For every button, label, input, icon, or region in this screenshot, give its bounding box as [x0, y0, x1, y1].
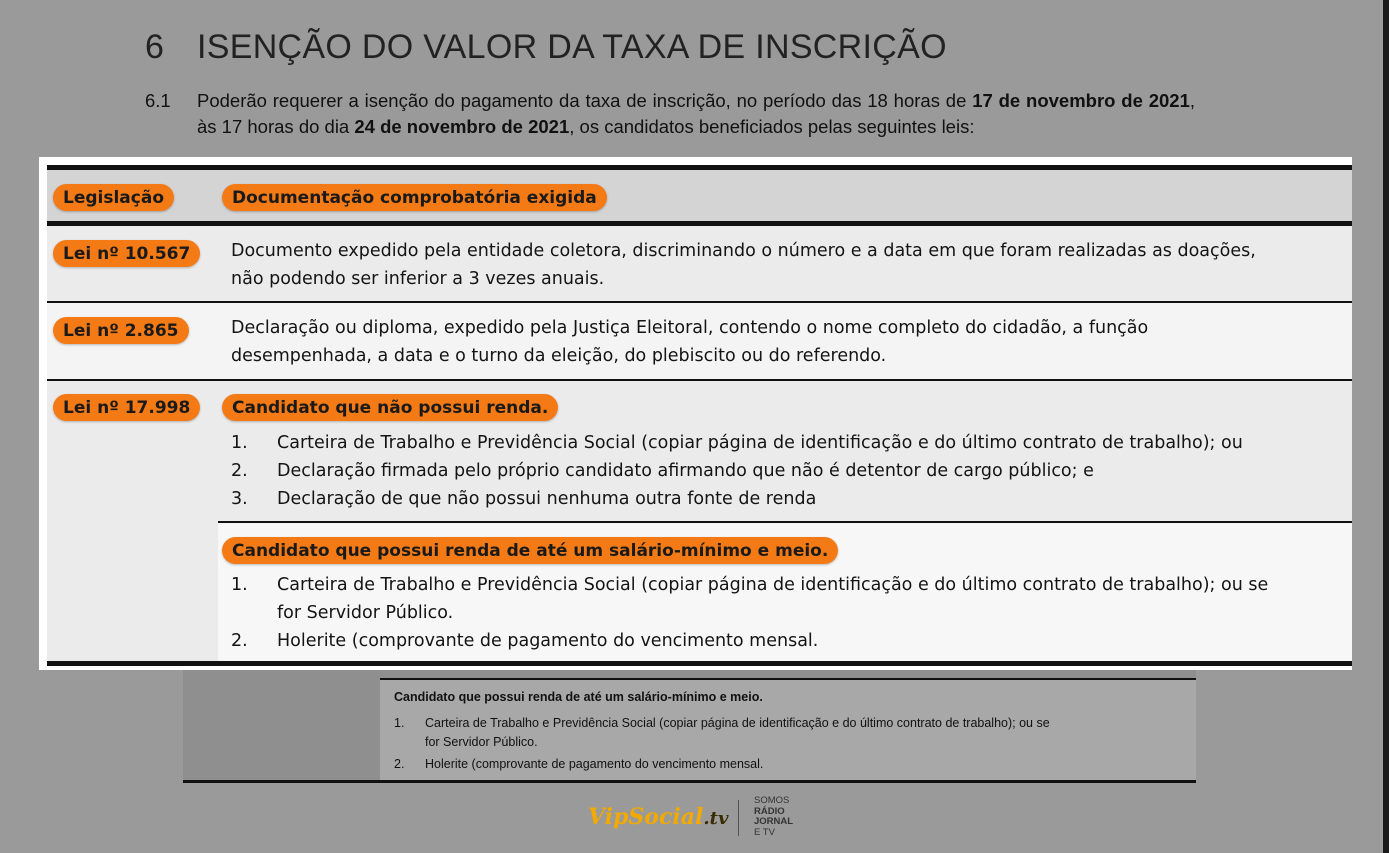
subgroup-divider — [218, 521, 1352, 523]
row-text: Declaração ou diploma, expedido pela Justiça Eleitoral, contendo o nome completo do cidadão, a função — [231, 318, 1149, 338]
item-text: for Servidor Público. — [277, 603, 454, 623]
bottom-rule — [47, 661, 1352, 666]
brand-name: VipSocial — [588, 804, 704, 830]
item-number: 1. — [231, 575, 248, 595]
group-title-low-income: Candidato que possui renda de até um salário-mínimo e meio. — [222, 537, 838, 564]
start-date: 17 de novembro de 2021 — [972, 90, 1190, 111]
vipsocial-logo — [588, 804, 728, 830]
original-item-text: Carteira de Trabalho e Previdência Social (copiar página de identificação e do último contrato de trabalho); ou se — [425, 716, 1050, 730]
legislation-table — [39, 157, 1352, 670]
original-cell — [380, 680, 1196, 780]
item-number: 2. — [231, 631, 248, 651]
item-text: Carteira de Trabalho e Previdência Social (copiar página de identificação e do último contrato de trabalho); ou — [277, 433, 1243, 453]
law-pill: Lei nº 10.567 — [53, 240, 200, 267]
header-documentacao: Documentação comprobatória exigida — [222, 184, 607, 211]
original-table-fragment — [183, 670, 1196, 783]
intro-text-part: , os candidatos beneficiados pelas seguintes leis: — [569, 116, 975, 137]
intro-paragraph — [145, 88, 1195, 140]
partner-line: E TV — [754, 826, 775, 838]
item-text: Carteira de Trabalho e Previdência Social (copiar página de identificação e do último contrato de trabalho); ou se — [277, 575, 1269, 595]
page-edge — [1383, 0, 1389, 853]
section-number: 6 — [145, 28, 165, 66]
item-text: Declaração firmada pelo próprio candidato afirmando que não é detentor de cargo público; e — [277, 461, 1094, 481]
law-pill: Lei nº 2.865 — [53, 317, 189, 344]
partner-logo — [754, 796, 814, 838]
intro-text-part: Poderão requerer a isenção do pagamento da taxa de inscrição, no período das 18 horas de — [197, 90, 973, 111]
section-title: ISENÇÃO DO VALOR DA TAXA DE INSCRIÇÃO — [197, 28, 947, 66]
intro-text — [197, 88, 1195, 140]
header-legislacao: Legislação — [53, 184, 174, 211]
original-group-title: Candidato que possui renda de até um salário-mínimo e meio. — [394, 690, 763, 704]
intro-text-part: , às 17 horas do dia — [197, 90, 1196, 137]
original-item-text: Holerite (comprovante de pagamento do vencimento mensal. — [425, 757, 764, 771]
item-text: Holerite (comprovante de pagamento do vencimento mensal. — [277, 631, 819, 651]
intro-number: 6.1 — [145, 90, 171, 111]
group-title-no-income: Candidato que não possui renda. — [222, 394, 558, 421]
original-item-number: 1. — [394, 716, 405, 730]
item-number: 2. — [231, 461, 248, 481]
partner-line: JORNAL — [754, 816, 794, 827]
cell-rule — [380, 678, 1196, 680]
partner-line: SOMOS — [754, 795, 790, 806]
row-text: não podendo ser inferior a 3 vezes anuais. — [231, 269, 605, 289]
bottom-rule — [183, 780, 1196, 783]
item-number: 3. — [231, 489, 248, 509]
item-number: 1. — [231, 433, 248, 453]
law-pill: Lei nº 17.998 — [53, 394, 200, 421]
section-heading — [145, 28, 947, 67]
brand-suffix: .tv — [703, 808, 729, 829]
top-rule — [47, 165, 1352, 170]
row-text: desempenhada, a data e o turno da eleição, do plebiscito ou do referendo. — [231, 346, 887, 366]
partner-line: RÁDIO — [754, 805, 785, 817]
item-text: Declaração de que não possui nenhuma outra fonte de renda — [277, 489, 817, 509]
row-text: Documento expedido pela entidade coletora, discriminando o número e a data em que foram realizadas as doações, — [231, 241, 1256, 261]
logo-divider — [738, 800, 739, 836]
original-item-number: 2. — [394, 757, 405, 771]
original-item-text: for Servidor Público. — [425, 735, 538, 749]
end-date: 24 de novembro de 2021 — [354, 116, 570, 137]
